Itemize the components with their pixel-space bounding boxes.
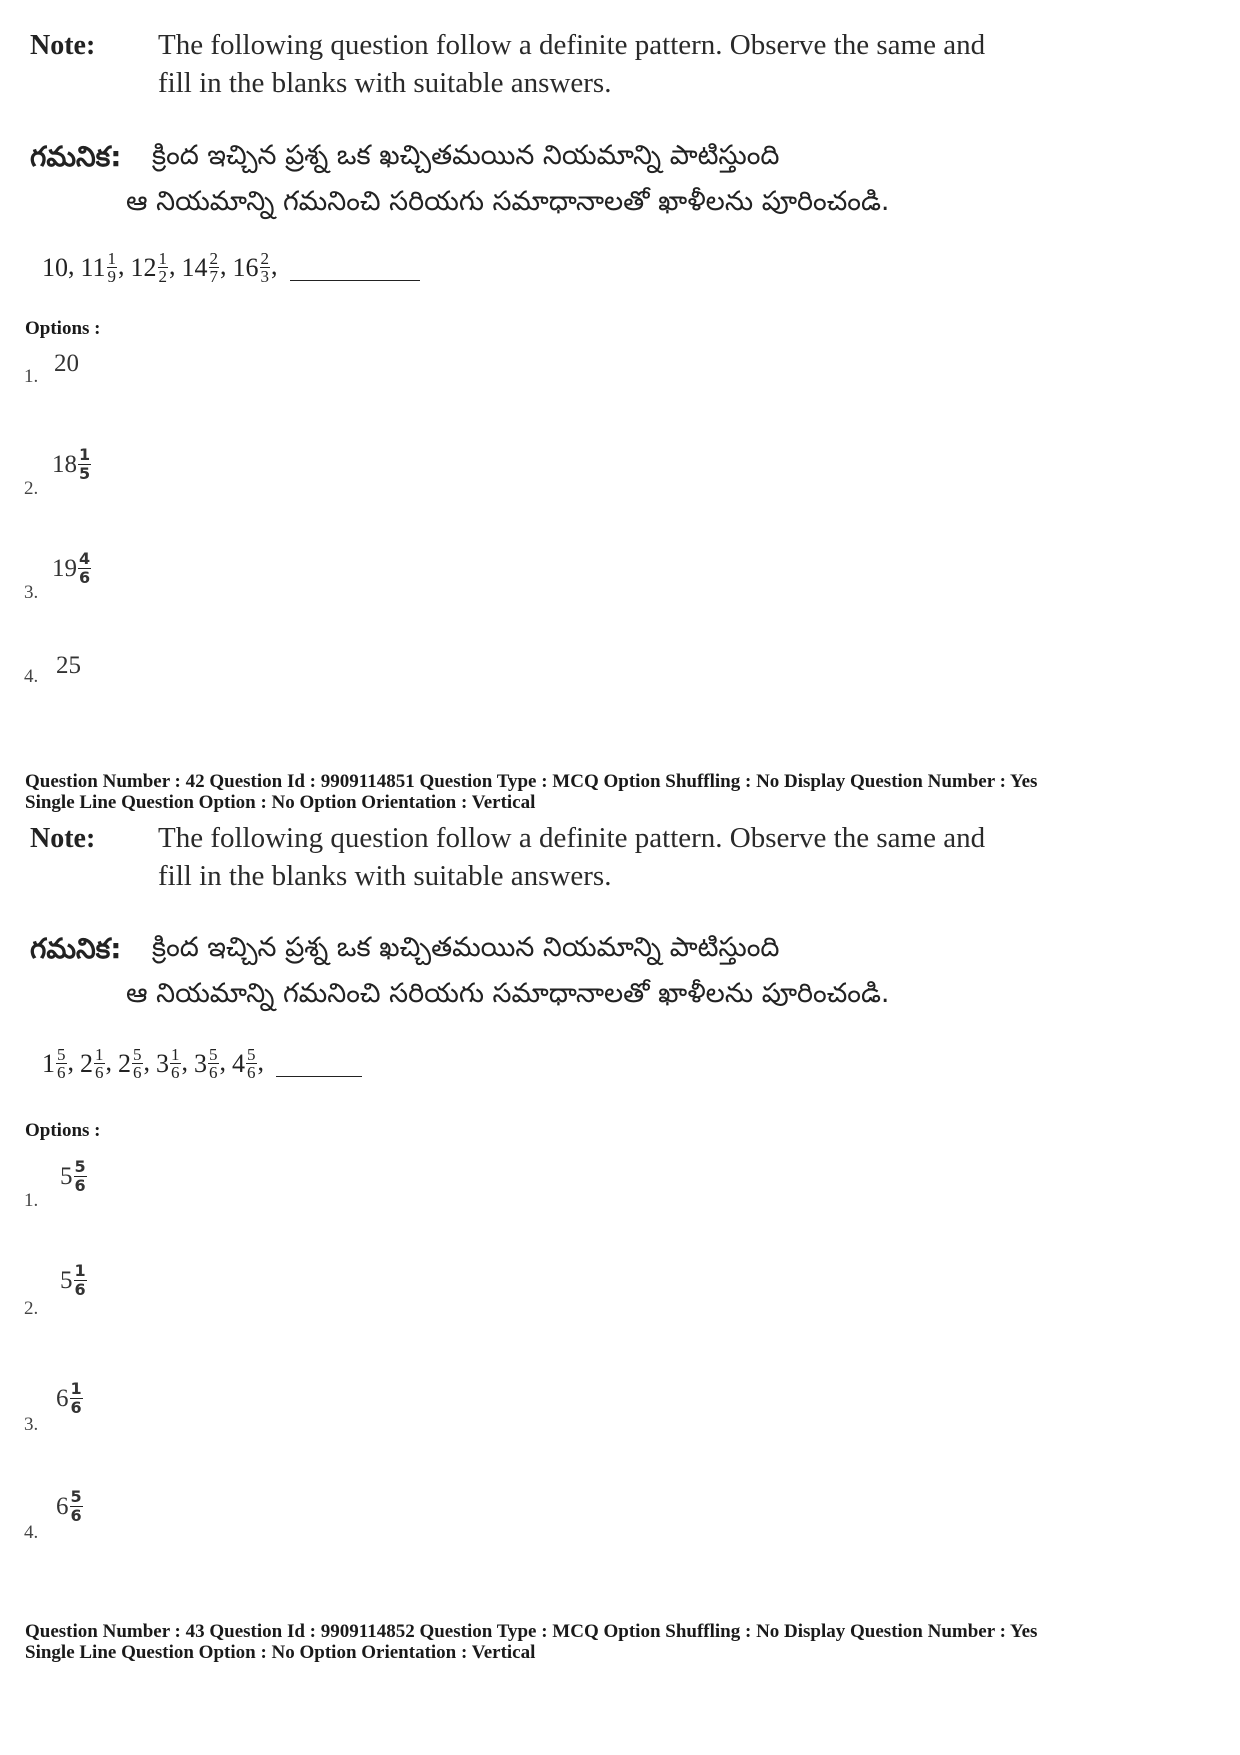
q42-option-4-value-denominator: 6	[70, 1506, 82, 1525]
q42-series-term-denominator: 6	[95, 1063, 104, 1082]
q43-metadata	[25, 1621, 1037, 1663]
q41-option-3-value[interactable]	[52, 550, 92, 587]
q42-option-2-value-denominator: 6	[74, 1280, 86, 1299]
q41-series-term-denominator: 7	[209, 267, 219, 286]
q42-series-comma: ,	[105, 1047, 112, 1076]
q42-option-1-value-fraction	[74, 1158, 87, 1195]
q42-series-term-fraction	[170, 1046, 181, 1081]
q42-series-term-numerator: 1	[171, 1045, 180, 1064]
q42-option-3-value-numerator: 1	[70, 1379, 82, 1398]
q42-option-3-value-fraction	[70, 1380, 83, 1417]
q42-option-2-value-whole: 5	[60, 1266, 73, 1294]
q42-series-comma: ,	[257, 1047, 264, 1076]
q41-option-2-value-numerator: 1	[79, 445, 91, 464]
q41-series-term-whole: 10	[42, 252, 68, 282]
q42-metadata	[25, 771, 1037, 813]
q42-series-term	[194, 1046, 220, 1081]
q42-answer-blank	[276, 1050, 362, 1077]
q42-number-series	[42, 1046, 362, 1081]
q41-series-comma: ,	[68, 251, 75, 280]
q42-series-comma: ,	[181, 1047, 188, 1076]
q42-option-1-value-denominator: 6	[74, 1176, 86, 1195]
q42-option-4-value-numerator: 5	[70, 1487, 82, 1506]
q42-option-1-number: 1.	[24, 1190, 39, 1211]
q41-option-4-value[interactable]	[56, 652, 81, 680]
q42-series-term	[118, 1046, 144, 1081]
q41-series-comma: ,	[118, 251, 125, 280]
q41-series-term	[81, 250, 119, 285]
q42-series-term-whole: 2	[118, 1048, 131, 1078]
q41-series-term-whole: 11	[80, 252, 106, 282]
q42-note-label: Note:	[30, 823, 96, 854]
q42-series-term-numerator: 5	[57, 1045, 66, 1064]
q42-series-term-whole: 1	[42, 1048, 55, 1078]
q42-option-3-value[interactable]	[56, 1380, 84, 1417]
q41-series-term-denominator: 2	[158, 267, 168, 286]
q42-series-term	[156, 1046, 182, 1081]
q43-meta-line2: Single Line Question Option : No Option Orientation : Vertical	[25, 1642, 536, 1663]
q41-option-3-number: 3.	[24, 582, 39, 603]
q41-number-series	[42, 250, 420, 285]
q41-options-label: Options :	[25, 318, 101, 339]
q41-note-line2: fill in the blanks with suitable answers.	[158, 67, 612, 99]
q41-series-term-numerator: 2	[260, 249, 270, 268]
q41-note-text	[158, 26, 1158, 102]
q41-series-comma: ,	[271, 251, 278, 280]
q42-option-1-value[interactable]	[60, 1158, 88, 1195]
q41-series-term	[131, 250, 170, 285]
q42-series-term-denominator: 6	[247, 1063, 256, 1082]
q42-option-1-value-whole: 5	[60, 1162, 73, 1190]
q42-series-term-numerator: 1	[95, 1045, 104, 1064]
q42-option-4-number: 4.	[24, 1522, 39, 1543]
q41-series-term-numerator: 1	[158, 249, 168, 268]
q41-option-4-number: 4.	[24, 666, 39, 687]
q41-option-1-value-whole: 20	[54, 350, 79, 377]
q41-option-3-value-fraction	[78, 550, 91, 587]
q41-option-4-value-whole: 25	[56, 652, 81, 679]
q42-series-comma: ,	[219, 1047, 226, 1076]
q42-series-term-fraction	[132, 1046, 143, 1081]
q41-series-term-fraction	[260, 250, 271, 285]
q42-series-comma: ,	[67, 1047, 74, 1076]
q42-option-1-value-numerator: 5	[74, 1157, 86, 1176]
q43-meta-line1: Question Number : 43 Question Id : 9909114852 Question Type : MCQ Option Shuffling : No Display Question Number : Yes	[25, 1621, 1038, 1642]
q41-option-2-value[interactable]	[52, 446, 92, 483]
q41-series-term-fraction	[107, 250, 118, 285]
q41-note-label: Note:	[30, 30, 96, 61]
q41-option-1-number: 1.	[24, 366, 39, 387]
q41-series-comma: ,	[169, 251, 176, 280]
q42-note-text	[158, 819, 1158, 895]
q42-option-4-value-fraction	[70, 1488, 83, 1525]
q41-option-2-number: 2.	[24, 478, 39, 499]
q42-option-2-number: 2.	[24, 1298, 39, 1319]
q42-option-4-value[interactable]	[56, 1488, 84, 1525]
q41-telugu-line2: ఆ నియమాన్ని గమనించి సరియగు సమాధానాలతో ఖాళీలను పూరించండి.	[126, 186, 890, 217]
q42-series-term-whole: 2	[80, 1048, 93, 1078]
q41-option-3-value-whole: 19	[52, 554, 77, 582]
q42-option-4-value-whole: 6	[56, 1492, 69, 1520]
q42-series-term-numerator: 5	[247, 1045, 256, 1064]
q42-note-line1: The following question follow a definite pattern. Observe the same and	[158, 822, 986, 854]
q42-telugu-line2: ఆ నియమాన్ని గమనించి సరియగు సమాధానాలతో ఖాళీలను పూరించండి.	[126, 978, 890, 1009]
q42-series-term-numerator: 5	[209, 1045, 218, 1064]
q41-answer-blank	[290, 254, 420, 281]
q42-option-2-value-fraction	[74, 1262, 87, 1299]
q42-series-term-fraction	[208, 1046, 219, 1081]
q42-note-line2: fill in the blanks with suitable answers.	[158, 860, 612, 892]
q42-series-term-denominator: 6	[133, 1063, 142, 1082]
q42-series-term-whole: 4	[232, 1048, 245, 1078]
q42-series-term-whole: 3	[156, 1048, 169, 1078]
q41-series-term-whole: 14	[181, 252, 208, 282]
q41-telugu-line1: క్రింద ఇచ్చిన ప్రశ్న ఒక ఖచ్చితమయిన నియమాన్ని పాటిస్తుంది	[152, 140, 780, 171]
q41-series-term	[182, 250, 221, 285]
q42-option-2-value-numerator: 1	[74, 1261, 86, 1280]
q42-series-term-fraction	[94, 1046, 105, 1081]
q42-option-3-value-whole: 6	[56, 1384, 69, 1412]
q42-series-term-denominator: 6	[209, 1063, 218, 1082]
q42-series-term-fraction	[56, 1046, 67, 1081]
q42-telugu-label: గమనిక:	[30, 932, 122, 965]
q41-series-term	[42, 253, 68, 283]
q41-series-term-numerator: 1	[107, 249, 117, 268]
q41-series-term-whole: 16	[232, 252, 259, 282]
q41-option-1-value[interactable]	[54, 350, 79, 378]
q41-series-term-fraction	[209, 250, 220, 285]
q41-series-term-fraction	[158, 250, 169, 285]
q42-telugu-line1: క్రింద ఇచ్చిన ప్రశ్న ఒక ఖచ్చితమయిన నియమాన్ని పాటిస్తుంది	[152, 932, 780, 963]
q41-telugu-label: గమనిక:	[30, 140, 122, 173]
q41-series-term	[233, 250, 272, 285]
q41-option-2-value-fraction	[78, 446, 91, 483]
q42-series-comma: ,	[143, 1047, 150, 1076]
q41-option-2-value-whole: 18	[52, 450, 77, 478]
q42-meta-line1: Question Number : 42 Question Id : 9909114851 Question Type : MCQ Option Shuffling : No Display Question Number : Yes	[25, 771, 1038, 792]
q41-note-line1: The following question follow a definite pattern. Observe the same and	[158, 29, 986, 61]
q42-series-term-numerator: 5	[133, 1045, 142, 1064]
q41-option-3-value-numerator: 4	[79, 549, 91, 568]
q41-series-term-denominator: 9	[107, 267, 117, 286]
q41-option-2-value-denominator: 5	[79, 464, 91, 483]
q41-series-term-whole: 12	[130, 252, 157, 282]
q41-option-3-value-denominator: 6	[79, 568, 91, 587]
q42-series-term-whole: 3	[194, 1048, 207, 1078]
q42-series-term-fraction	[246, 1046, 257, 1081]
q42-series-term	[80, 1046, 106, 1081]
q42-series-term	[42, 1046, 68, 1081]
q41-series-comma: ,	[220, 251, 227, 280]
q42-option-3-value-denominator: 6	[70, 1398, 82, 1417]
q41-series-term-denominator: 3	[260, 267, 270, 286]
q42-option-3-number: 3.	[24, 1414, 39, 1435]
q42-meta-line2: Single Line Question Option : No Option Orientation : Vertical	[25, 792, 536, 813]
q42-options-label: Options :	[25, 1120, 101, 1141]
q42-series-term	[232, 1046, 258, 1081]
q42-option-2-value[interactable]	[60, 1262, 88, 1299]
q42-series-term-denominator: 6	[171, 1063, 180, 1082]
q42-series-term-denominator: 6	[57, 1063, 66, 1082]
q41-series-term-numerator: 2	[209, 249, 219, 268]
